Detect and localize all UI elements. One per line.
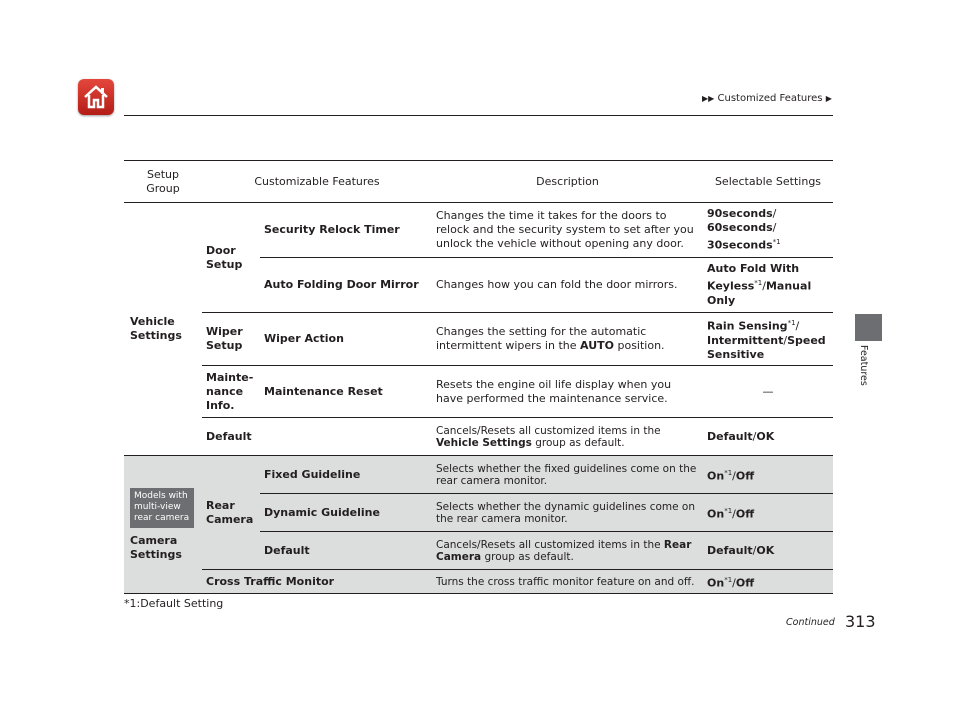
desc-wiper-action: Changes the setting for the automatic intermittent wipers in the AUTO position. [432,313,703,366]
section-tab[interactable] [855,314,882,341]
feature-wiper-action: Wiper Action [260,313,432,366]
group-vehicle-settings: Vehicle Settings [124,203,202,456]
breadcrumb[interactable] [702,93,832,104]
col-header-description: Description [432,161,703,203]
desc-fixed-guideline: Selects whether the fixed guidelines come on the rear camera monitor. [432,456,703,494]
subgroup-maintenance-info: Mainte- nance Info. [202,366,260,418]
settings-vehicle-default: Default/OK [703,418,833,456]
settings-cross-traffic: On$^{*1}$/Off [703,570,833,594]
customization-table [124,160,833,594]
home-button[interactable] [78,79,114,115]
col-header-features: Customizable Features [202,161,432,203]
col-header-group: Setup Group [124,161,202,203]
feature-cross-traffic: Cross Traffic Monitor [202,570,432,594]
settings-security-relock: 90seconds/ 60seconds/ 30seconds$^{*1}$ [703,203,833,258]
desc-security-relock: Changes the time it takes for the doors to relock and the security system to set after you unlock the vehicle without opening any door. [432,203,703,258]
section-label: Features [858,345,869,386]
models-note-badge: Models with multi-view rear camera [130,488,194,528]
feature-folding-mirror: Auto Folding Door Mirror [260,258,432,313]
feature-security-relock: Security Relock Timer [260,203,432,258]
desc-maintenance-reset: Resets the engine oil life display when you have performed the maintenance service. [432,366,703,418]
desc-folding-mirror: Changes how you can fold the door mirrors. [432,258,703,313]
settings-dynamic-guideline: On$^{*1}$/Off [703,494,833,532]
settings-maintenance-reset: — [703,366,833,418]
feature-maintenance-reset: Maintenance Reset [260,366,432,418]
subgroup-wiper-setup: Wiper Setup [202,313,260,366]
desc-camera-default: Cancels/Resets all customized items in the Rear Camera group as default. [432,532,703,570]
arrow-right-icon: ▶ [825,94,832,103]
feature-dynamic-guideline: Dynamic Guideline [260,494,432,532]
page-number: 313 [845,612,876,631]
arrow-right-icon: ▶▶ [702,94,715,103]
desc-vehicle-default: Cancels/Resets all customized items in the Vehicle Settings group as default. [432,418,703,456]
feature-fixed-guideline: Fixed Guideline [260,456,432,494]
settings-camera-default: Default/OK [703,532,833,570]
settings-fixed-guideline: On$^{*1}$/Off [703,456,833,494]
settings-folding-mirror: Auto Fold With Keyless$^{*1}$/Manual Only [703,258,833,313]
breadcrumb-label: Customized Features [717,93,823,104]
footnote: *1:Default Setting [124,597,224,610]
subgroup-rear-camera: Rear Camera [202,456,260,570]
settings-wiper-action: Rain Sensing$^{*1}$/ Intermittent/Speed Sensitive [703,313,833,366]
subgroup-door-setup: Door Setup [202,203,260,313]
feature-vehicle-default: Default [202,418,432,456]
feature-camera-default: Default [260,532,432,570]
desc-dynamic-guideline: Selects whether the dynamic guidelines come on the rear camera monitor. [432,494,703,532]
group-camera-settings: Models with multi-view rear camera Camera Settings [124,456,202,594]
header-rule [124,115,833,116]
col-header-settings: Selectable Settings [703,161,833,203]
home-icon [78,79,114,115]
desc-cross-traffic: Turns the cross traffic monitor feature on and off. [432,570,703,594]
continued-label: Continued [786,617,835,628]
